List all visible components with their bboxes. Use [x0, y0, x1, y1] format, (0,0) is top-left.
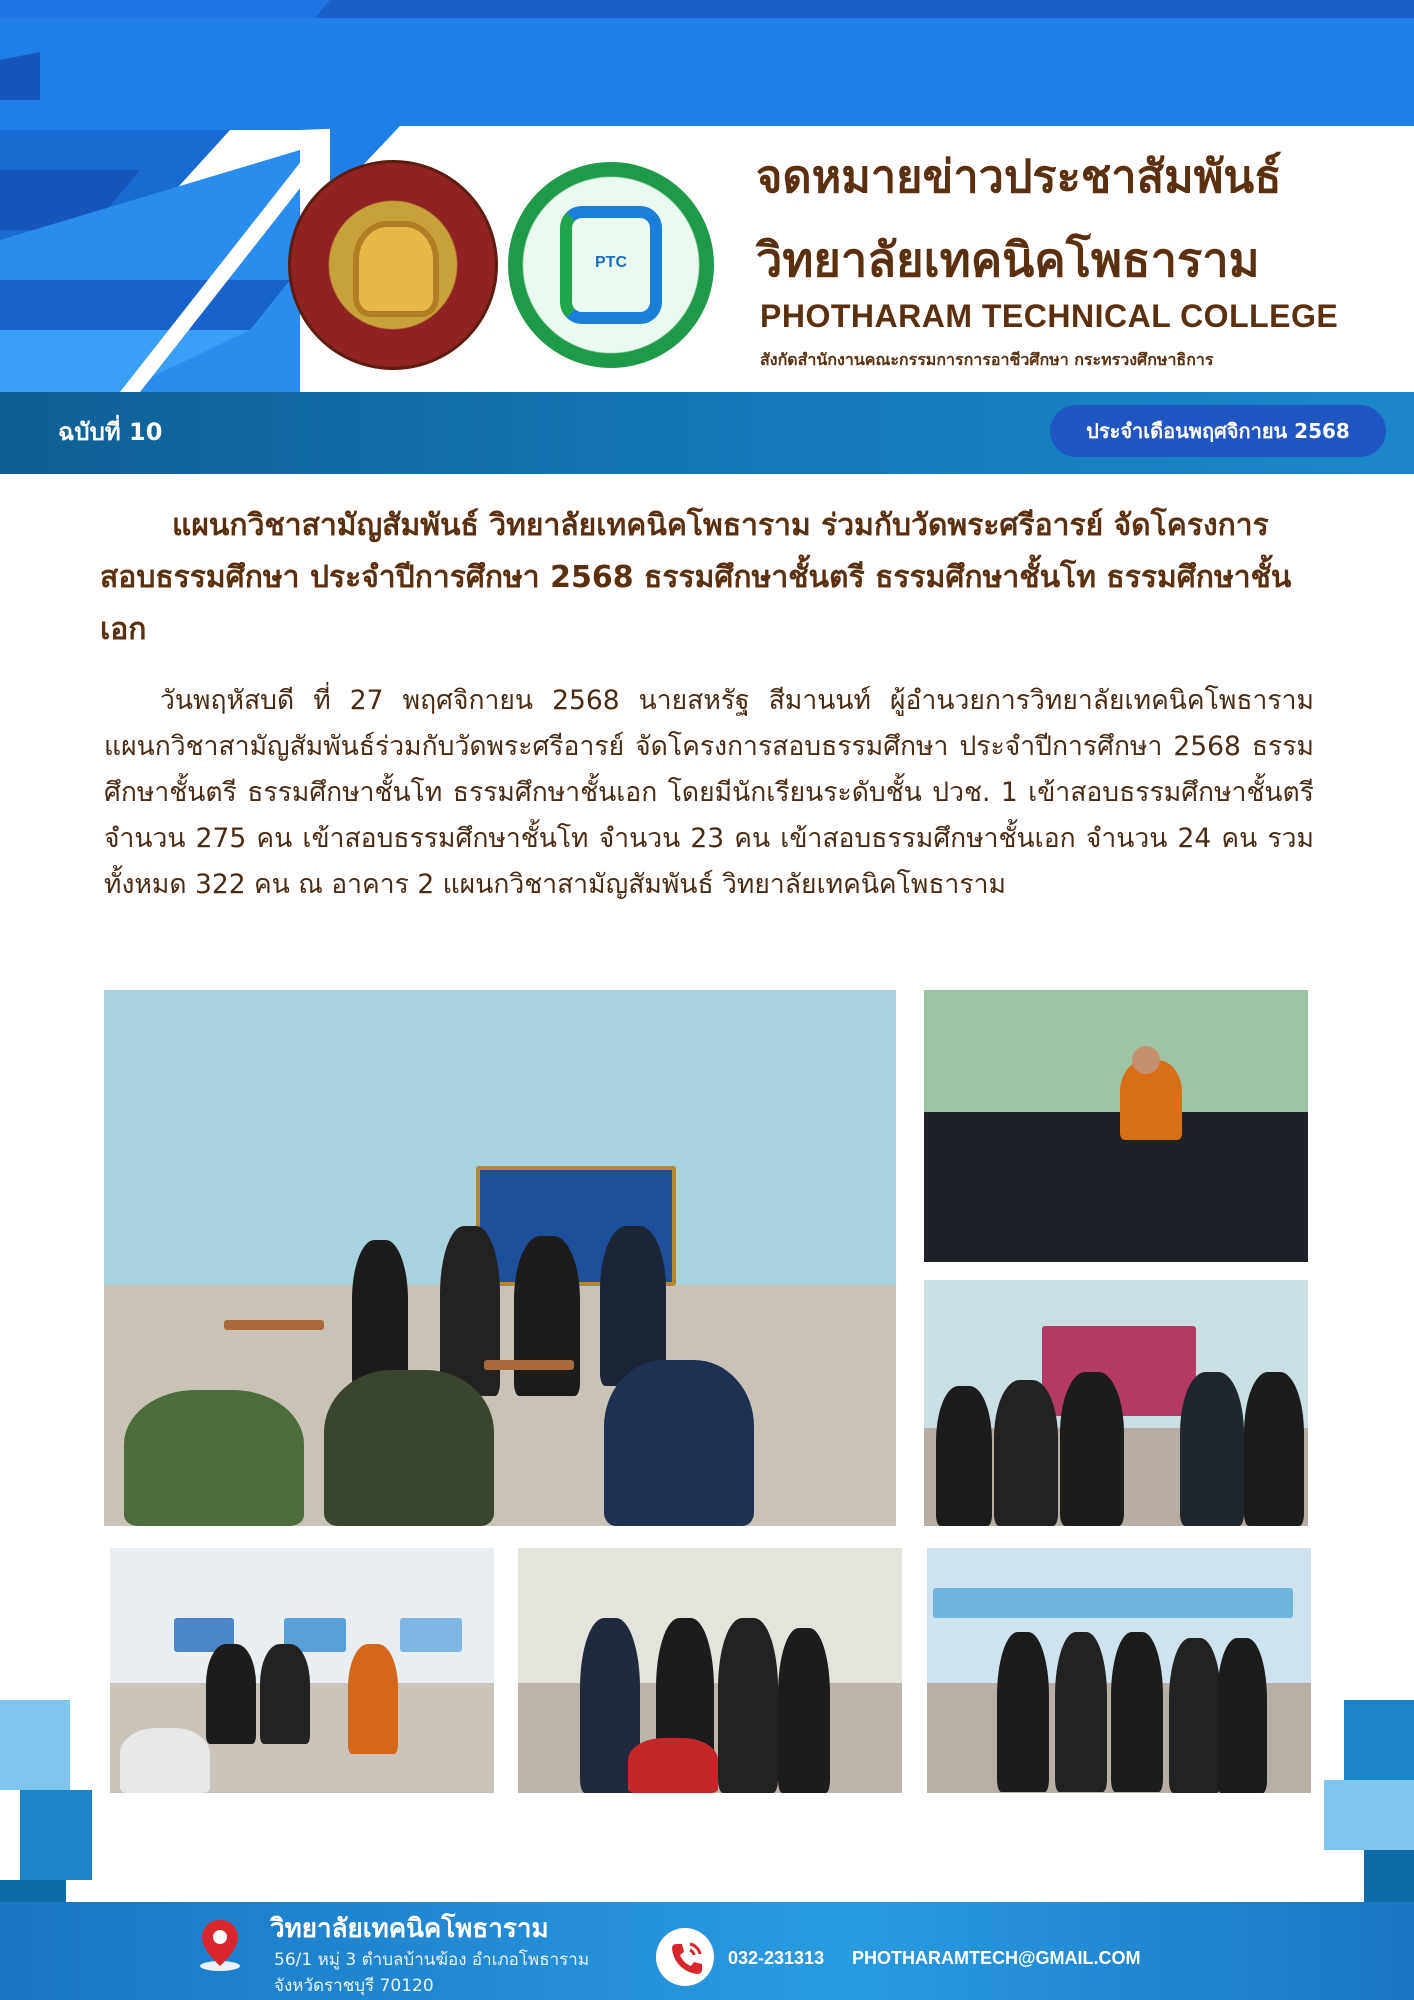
newsletter-title: จดหมายข่าวประชาสัมพันธ์: [756, 150, 1282, 203]
seal-emblem-icon: [353, 221, 439, 317]
photo-monk-addressing-students: [924, 990, 1308, 1262]
footer-address-line1: 56/1 หมู่ 3 ตำบลบ้านฆ้อง อำเภอโพธาราม: [274, 1950, 590, 1970]
affiliation-text: สังกัดสำนักงานคณะกรรมการการอาชีวศึกษา กระทรวงศึกษาธิการ: [760, 350, 1214, 369]
footer-college-name: วิทยาลัยเทคนิคโพธาราม: [270, 1914, 549, 1944]
header: [0, 0, 1414, 392]
footer-address-line2: จังหวัดราชบุรี 70120: [274, 1976, 434, 1996]
article-body: วันพฤหัสบดี ที่ 27 พฤศจิกายน 2568 นายสหรัฐ สีมานนท์ ผู้อำนวยการวิทยาลัยเทคนิคโพธาราม แผนกวิชาสามัญสัมพันธ์ร่วมกับวัดพระศรีอารย์ จัดโครงการสอบธรรมศึกษา ประจำปีการศึกษา 2568 ธรรมศึกษาชั้นตรี ธรรมศึกษาชั้นโท ธรรมศึกษาชั้นเอก โดยมีนักเรียนระดับชั้น ปวช. 1 เข้าสอบธรรมศึกษาชั้นตรี จำนวน 275 คน เข้าสอบธรรมศึกษาชั้นโท จำนวน 23 คน เข้าสอบธรรมศึกษาชั้นเอก จำนวน 24 คน รวมทั้งหมด 322 คน ณ อาคาร 2 แผนกวิชาสามัญสัมพันธ์ วิทยาลัยเทคนิคโพธาราม: [104, 685, 1314, 900]
issue-number: ฉบับที่ 10: [58, 418, 163, 446]
college-name-english: PHOTHARAM TECHNICAL COLLEGE: [760, 298, 1339, 334]
location-pin-icon: [192, 1916, 248, 1972]
logo-ptc-text: PTC: [595, 254, 627, 271]
article-headline: แผนกวิชาสามัญสัมพันธ์ วิทยาลัยเทคนิคโพธาราม ร่วมกับวัดพระศรีอารย์ จัดโครงการสอบธรรมศึกษา ประจำปีการศึกษา 2568 ธรรมศึกษาชั้นตรี ธรรมศึกษาชั้นโท ธรรมศึกษาชั้นเอก: [100, 508, 1292, 647]
ptc-green-quality-logo: [508, 162, 714, 368]
footer-phone: 032-231313: [728, 1948, 825, 1968]
phone-icon: [656, 1928, 714, 1986]
ovec-seal-logo: [288, 160, 498, 370]
photo-exam-room-main: [104, 990, 896, 1526]
college-name-thai: วิทยาลัยเทคนิคโพธาราม: [756, 233, 1260, 288]
footer-email: PHOTHARAMTECH@GMAIL.COM: [852, 1948, 1141, 1968]
photo-staff-in-classroom: [924, 1280, 1308, 1526]
issue-month-badge: ประจำเดือนพฤศจิกายน 2568: [1050, 405, 1386, 457]
issue-bar: [0, 392, 1414, 474]
